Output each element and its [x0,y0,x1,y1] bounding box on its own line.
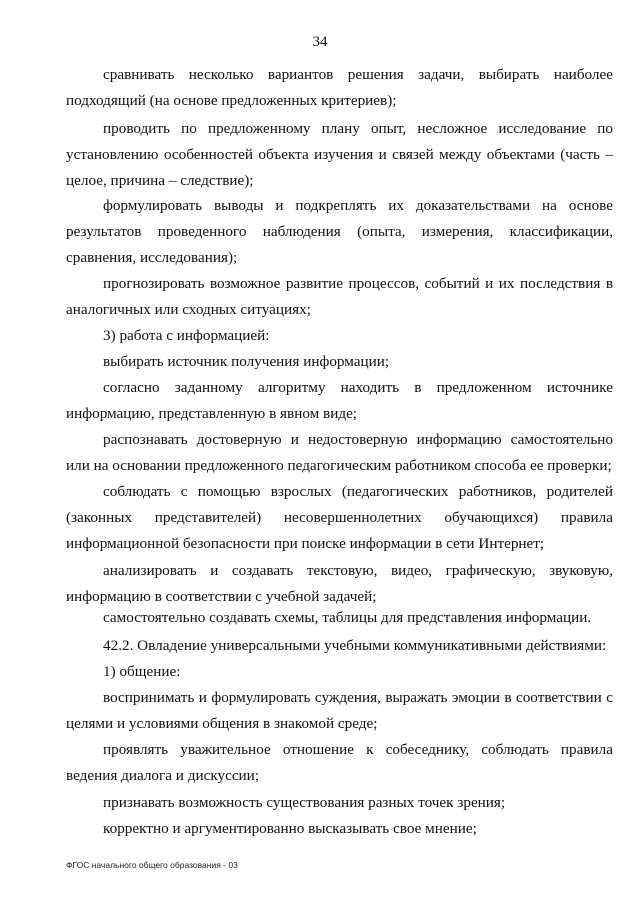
paragraph-communication: 1) общение: [103,663,181,680]
paragraph-choose-source: выбирать источник получения информации; [103,353,390,370]
paragraph-express-opinion: корректно и аргументированно высказывать свое мнение; [103,820,477,837]
paragraph-analyze-create: анализировать и создавать текстовую, видео, графическую, звуковую, информацию в соответствии с учебной задачей; [66,562,613,605]
document-footer: ФГОС начального общего образования - 03 [66,860,238,870]
page-number: 34 [312,34,328,50]
paragraph-section-42-2: 42.2. Овладение универсальными учебными коммуникативными действиями: [103,637,607,654]
paragraph-information-safety: соблюдать с помощью взрослых (педагогических работников, родителей (законных представителей) несовершеннолетних обучающихся) правила информационной безопасности при поиске информации в сети Интернет; [66,483,613,552]
paragraph-predict-development: прогнозировать возможное развитие процессов, событий и их последствия в аналогичных или сходных ситуациях; [66,275,613,318]
paragraph-find-information: согласно заданному алгоритму находить в предложенном источнике информацию, представленную в явном виде; [66,379,613,422]
paragraph-create-schemes: самостоятельно создавать схемы, таблицы для представления информации. [103,609,592,626]
paragraph-compare-variants: сравнивать несколько вариантов решения задачи, выбирать наиболее подходящий (на основе предложенных критериев); [66,66,613,109]
paragraph-work-with-information: 3) работа с информацией: [103,327,270,344]
paragraph-recognize-reliable: распознавать достоверную и недостоверную информацию самостоятельно или на основании предложенного педагогическим работником способа ее проверки; [66,431,613,474]
paragraph-different-views: признавать возможность существования разных точек зрения; [103,794,506,811]
paragraph-perceive-judgments: воспринимать и формулировать суждения, выражать эмоции в соответствии с целями и условиями общения в знакомой среде; [66,689,613,732]
paragraph-formulate-conclusions: формулировать выводы и подкреплять их доказательствами на основе результатов проведенного наблюдения (опыта, измерения, классификации, сравнения, исследования); [66,197,613,266]
paragraph-respect-interlocutor: проявлять уважительное отношение к собеседнику, соблюдать правила ведения диалога и дискуссии; [66,741,613,784]
paragraph-conduct-experiment: проводить по предложенному плану опыт, несложное исследование по установлению особенностей объекта изучения и связей между объектами (часть – целое, причина – следствие); [66,120,613,189]
